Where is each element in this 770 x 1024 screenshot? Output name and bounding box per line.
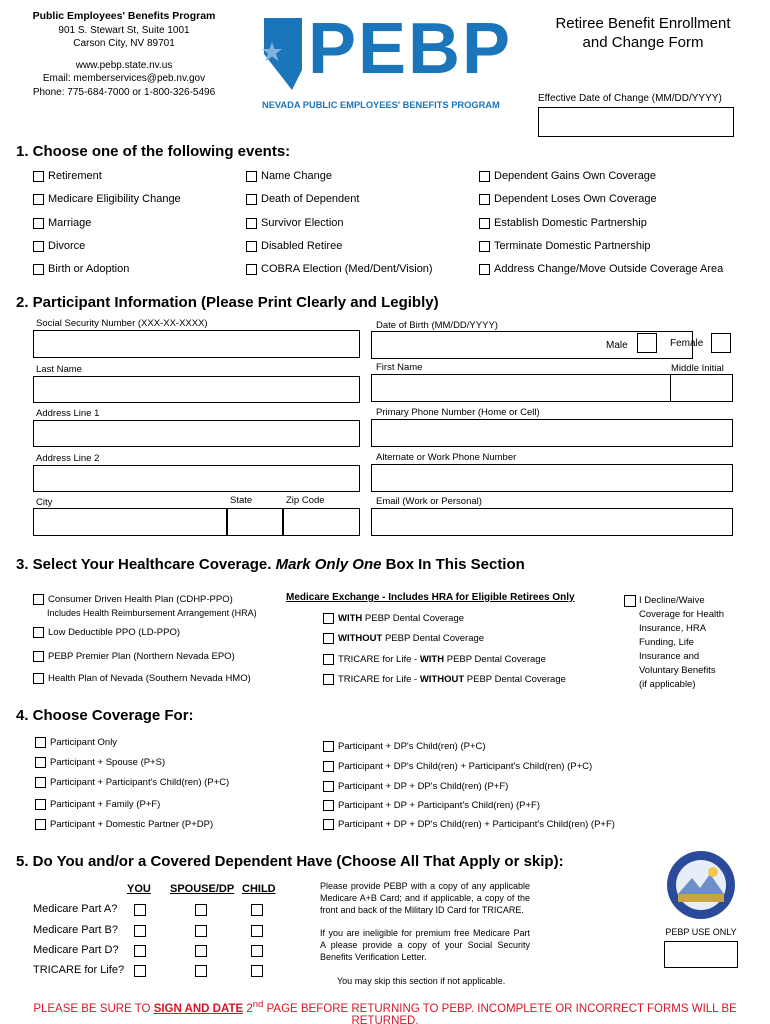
coverage-left-0-label: Participant Only (50, 737, 118, 748)
spouse-checkbox[interactable] (195, 945, 207, 957)
last-name-label: Last Name (36, 364, 82, 375)
decline-line: I Decline/Waive (639, 595, 705, 606)
coverage-left-1[interactable] (35, 757, 165, 768)
decline-line: Coverage for Health (639, 609, 725, 620)
male-checkbox[interactable] (637, 333, 657, 353)
ssn-label: Social Security Number (XXX-XX-XXXX) (36, 318, 208, 329)
coverage-right-2-label: Participant + DP + DP's Child(ren) (P+F) (338, 781, 509, 792)
decline-line: (if applicable) (639, 679, 696, 690)
event-option-col3-3[interactable] (479, 240, 651, 252)
event-option-col3-0-label: Dependent Gains Own Coverage (494, 170, 657, 182)
medicare-row-label: Medicare Part B? (33, 924, 118, 936)
tricare-with-emphasis: WITH (419, 654, 445, 665)
tricare-with-dental-checkbox[interactable] (323, 654, 334, 665)
primary-phone-label: Primary Phone Number (Home or Cell) (376, 407, 540, 418)
agency-email: Email: memberservices@peb.nv.gov (42, 73, 206, 84)
alt-phone-input[interactable] (371, 464, 733, 492)
address-2-input[interactable] (33, 465, 360, 492)
coverage-right-0-label: Participant + DP's Child(ren) (P+C) (338, 741, 486, 752)
event-option-col3-3-label: Terminate Domestic Partnership (494, 240, 651, 252)
nevada-state-seal-icon (666, 850, 736, 920)
event-option-col1-3-checkbox[interactable] (33, 241, 44, 252)
coverage-right-3[interactable] (323, 800, 540, 811)
tricare-with-post: PEBP Dental Coverage (444, 654, 546, 665)
coverage-right-1[interactable] (323, 761, 592, 772)
cdhp-label: Consumer Driven Health Plan (CDHP-PPO) (48, 594, 233, 605)
address-2-label: Address Line 2 (36, 453, 100, 464)
decline-label (639, 594, 724, 692)
event-option-col1-0[interactable] (33, 170, 102, 182)
tricare-with-pre: TRICARE for Life - (338, 654, 420, 665)
address-1-label: Address Line 1 (36, 408, 100, 419)
city-input[interactable] (33, 508, 227, 536)
you-checkbox[interactable] (134, 965, 146, 977)
tricare-without-pre: TRICARE for Life - (338, 674, 420, 685)
event-option-col2-2-checkbox[interactable] (246, 218, 257, 229)
cdhp-option[interactable] (33, 594, 233, 605)
state-input[interactable] (227, 508, 283, 536)
event-option-col3-4-checkbox[interactable] (479, 264, 490, 275)
event-option-col3-2[interactable] (479, 217, 647, 229)
spouse-checkbox[interactable] (195, 965, 207, 977)
decline-line: Funding, Life (639, 637, 694, 648)
you-checkbox[interactable] (134, 904, 146, 916)
coverage-left-0-checkbox[interactable] (35, 737, 46, 748)
female-label: Female (670, 338, 704, 349)
event-option-col1-0-label: Retirement (48, 170, 102, 182)
coverage-right-1-label: Participant + DP's Child(ren) + Participant's Child(ren) (P+C) (338, 761, 593, 772)
state-label: State (230, 495, 253, 506)
medicare-without-dental-checkbox[interactable] (323, 633, 334, 644)
pebp-use-only-label: PEBP USE ONLY (665, 927, 737, 937)
event-option-col3-4[interactable] (479, 263, 723, 275)
event-option-col2-2[interactable] (246, 217, 344, 229)
event-option-col3-2-label: Establish Domestic Partnership (494, 217, 647, 229)
section-5-title: 5. Do You and/or a Covered Dependent Have (Choose All That Apply or skip): (16, 853, 564, 870)
coverage-right-0-checkbox[interactable] (323, 741, 334, 752)
zip-label: Zip Code (286, 495, 325, 506)
event-option-col2-2-label: Survivor Election (261, 217, 344, 229)
cdhp-sub-label: Includes Health Reimbursement Arrangement (HRA) (47, 608, 257, 618)
ldppo-label: Low Deductible PPO (LD-PPO) (48, 627, 180, 638)
email-label: Email (Work or Personal) (376, 496, 482, 507)
alt-phone-label: Alternate or Work Phone Number (376, 452, 517, 463)
female-checkbox[interactable] (711, 333, 731, 353)
section-3-title-post: Box In This Section (381, 556, 525, 573)
section-3-title-emphasis: Mark Only One (275, 556, 382, 573)
event-option-col2-1-label: Death of Dependent (261, 193, 360, 205)
child-checkbox[interactable] (251, 925, 263, 937)
hmo-option[interactable] (33, 673, 251, 684)
agency-website: www.pebp.state.nv.us (75, 59, 173, 71)
child-checkbox[interactable] (251, 945, 263, 957)
child-checkbox[interactable] (251, 965, 263, 977)
org-name: Public Employees' Benefits Program (32, 10, 216, 22)
tricare-without-dental-checkbox[interactable] (323, 674, 334, 685)
event-option-col2-4[interactable] (246, 263, 433, 275)
form-title-line-1: Retiree Benefit Enrollment (555, 15, 731, 32)
coverage-right-2-checkbox[interactable] (323, 781, 334, 792)
event-option-col1-4-checkbox[interactable] (33, 264, 44, 275)
section-3-title-pre: 3. Select Your Healthcare Coverage. (16, 556, 276, 573)
event-option-col2-4-checkbox[interactable] (246, 264, 257, 275)
event-option-col2-0[interactable] (246, 170, 332, 182)
medicare-row-label: TRICARE for Life? (33, 964, 125, 976)
event-option-col2-3-checkbox[interactable] (246, 241, 257, 252)
event-option-col2-4-label: COBRA Election (Med/Dent/Vision) (261, 263, 433, 275)
email-input[interactable] (371, 508, 733, 536)
event-option-col1-4-label: Birth or Adoption (48, 263, 130, 275)
event-option-col1-1-label: Medicare Eligibility Change (48, 193, 181, 205)
epo-checkbox[interactable] (33, 651, 44, 662)
event-option-col1-2[interactable] (33, 217, 91, 229)
event-option-col1-2-checkbox[interactable] (33, 218, 44, 229)
tricare-without-emphasis: WITHOUT (419, 674, 465, 685)
coverage-left-0[interactable] (35, 737, 117, 748)
section-4-title: 4. Choose Coverage For: (16, 707, 194, 724)
address-1-input[interactable] (33, 420, 360, 447)
child-checkbox[interactable] (251, 904, 263, 916)
tricare-with-dental-option[interactable] (323, 654, 546, 665)
medicare-without-dental-label: PEBP Dental Coverage (382, 633, 485, 644)
male-label: Male (606, 340, 628, 351)
medicare-exchange-heading: Medicare Exchange - Includes HRA for Eligible Retirees Only (286, 592, 575, 603)
medicare-with-dental-label: PEBP Dental Coverage (362, 613, 465, 624)
pebp-use-only-box (664, 941, 738, 968)
coverage-right-3-checkbox[interactable] (323, 800, 334, 811)
col-child: CHILD (242, 883, 276, 895)
zip-input[interactable] (283, 508, 360, 536)
event-option-col2-0-label: Name Change (261, 170, 332, 182)
medicare-with-dental-checkbox[interactable] (323, 613, 334, 624)
with-emphasis: WITH (338, 613, 363, 624)
form-title (520, 14, 766, 52)
first-name-label: First Name (376, 362, 423, 373)
event-option-col1-1-checkbox[interactable] (33, 194, 44, 205)
event-option-col3-2-checkbox[interactable] (479, 218, 490, 229)
dob-label: Date of Birth (MM/DD/YYYY) (376, 320, 498, 331)
event-option-col2-0-checkbox[interactable] (246, 171, 257, 182)
coverage-right-0[interactable] (323, 741, 486, 752)
tricare-without-post: PEBP Dental Coverage (464, 674, 566, 685)
event-option-col3-1-label: Dependent Loses Own Coverage (494, 193, 657, 205)
footer-pre: PLEASE BE SURE TO (33, 1002, 154, 1015)
coverage-left-4[interactable] (35, 819, 213, 830)
pebp-logo (256, 9, 513, 114)
hmo-label: Health Plan of Nevada (Southern Nevada HMO) (48, 673, 251, 684)
spouse-checkbox[interactable] (195, 925, 207, 937)
coverage-right-1-checkbox[interactable] (323, 761, 334, 772)
section-1-title: 1. Choose one of the following events: (16, 143, 291, 160)
coverage-left-1-checkbox[interactable] (35, 757, 46, 768)
event-option-col2-1[interactable] (246, 193, 359, 205)
event-option-col1-1[interactable] (33, 193, 181, 205)
cdhp-checkbox[interactable] (33, 594, 44, 605)
coverage-right-4[interactable] (323, 819, 615, 830)
first-name-input[interactable] (371, 374, 671, 402)
coverage-right-4-label: Participant + DP + DP's Child(ren) + Participant's Child(ren) (P+F) (338, 819, 615, 830)
form-title-line-2: and Change Form (582, 34, 704, 51)
col-spouse: SPOUSE/DP (170, 883, 235, 895)
event-option-col3-1[interactable] (479, 193, 657, 205)
col-you: YOU (127, 883, 151, 895)
coverage-left-4-label: Participant + Domestic Partner (P+DP) (50, 819, 214, 830)
event-option-col3-0[interactable] (479, 170, 656, 182)
coverage-left-2-label: Participant + Participant's Child(ren) (P+C) (50, 777, 230, 788)
coverage-left-3-checkbox[interactable] (35, 799, 46, 810)
event-option-col1-4[interactable] (33, 263, 129, 275)
hmo-checkbox[interactable] (33, 673, 44, 684)
ssn-input[interactable] (33, 330, 360, 358)
epo-label: PEBP Premier Plan (Northern Nevada EPO) (48, 651, 235, 662)
coverage-left-3[interactable] (35, 799, 160, 810)
section-2-title: 2. Participant Information (Please Print Clearly and Legibly) (16, 294, 439, 311)
coverage-left-3-label: Participant + Family (P+F) (50, 799, 161, 810)
middle-initial-input[interactable] (670, 374, 733, 402)
logo-wordmark: PEBP (308, 9, 513, 89)
ldppo-option[interactable] (33, 627, 180, 638)
agency-address-2: Carson City, NV 89701 (73, 38, 175, 49)
decline-line: Insurance and (639, 651, 700, 662)
footer-warning (0, 999, 770, 1024)
coverage-right-4-checkbox[interactable] (323, 819, 334, 830)
event-option-col1-2-label: Marriage (48, 217, 92, 229)
coverage-right-2[interactable] (323, 781, 508, 792)
decline-line: Voluntary Benefits (639, 665, 716, 676)
footer-ordinal: nd (252, 999, 264, 1010)
tricare-without-dental-option[interactable] (323, 674, 566, 685)
event-option-col1-0-checkbox[interactable] (33, 171, 44, 182)
event-option-col3-1-checkbox[interactable] (479, 194, 490, 205)
medicare-row-label: Medicare Part D? (33, 944, 119, 956)
primary-phone-input[interactable] (371, 419, 733, 447)
you-checkbox[interactable] (134, 945, 146, 957)
medicare-card-note: Please provide PEBP with a copy of any applicable Medicare A+B Card; and if applicable, a copy of the front and back of the Military ID Card for TRICARE. (320, 881, 530, 915)
event-option-col3-3-checkbox[interactable] (479, 241, 490, 252)
event-option-col3-4-label: Address Change/Move Outside Coverage Area (494, 263, 724, 275)
event-option-col3-0-checkbox[interactable] (479, 171, 490, 182)
coverage-left-1-label: Participant + Spouse (P+S) (50, 757, 166, 768)
last-name-input[interactable] (33, 376, 360, 403)
medicare-row-label: Medicare Part A? (33, 903, 118, 915)
event-option-col2-1-checkbox[interactable] (246, 194, 257, 205)
coverage-right-3-label: Participant + DP + Participant's Child(ren) (P+F) (338, 800, 541, 811)
event-option-col2-3-label: Disabled Retiree (261, 240, 343, 252)
footer-sign-date: SIGN AND DATE (153, 1002, 244, 1015)
footer-number: 2 (243, 1002, 253, 1015)
event-option-col2-3[interactable] (246, 240, 342, 252)
skip-note: You may skip this section if not applicable. (337, 976, 506, 986)
medicare-without-dental-option[interactable] (323, 633, 484, 644)
middle-initial-label: Middle Initial (671, 363, 724, 374)
you-checkbox[interactable] (134, 925, 146, 937)
medicare-with-dental-option[interactable] (323, 613, 464, 624)
footer-post: PAGE BEFORE RETURNING TO PEBP. INCOMPLETE OR INCORRECT FORMS WILL BE RETURNED. (263, 1002, 737, 1024)
spouse-checkbox[interactable] (195, 904, 207, 916)
coverage-left-2[interactable] (35, 777, 229, 788)
event-option-col1-3[interactable] (33, 240, 85, 252)
effective-date-label: Effective Date of Change (MM/DD/YYYY) (538, 93, 722, 104)
decline-checkbox[interactable] (624, 595, 636, 607)
event-option-col1-3-label: Divorce (48, 240, 86, 252)
city-label: City (36, 497, 53, 508)
agency-info (0, 10, 248, 99)
effective-date-input[interactable] (538, 107, 734, 137)
logo-subtitle: NEVADA PUBLIC EMPLOYEES' BENEFITS PROGRAM (262, 100, 500, 110)
without-emphasis: WITHOUT (338, 633, 383, 644)
decline-line: Insurance, HRA (639, 623, 707, 634)
section-3-title (16, 556, 525, 573)
ldppo-checkbox[interactable] (33, 627, 44, 638)
coverage-left-4-checkbox[interactable] (35, 819, 46, 830)
agency-address-1: 901 S. Stewart St, Suite 1001 (58, 24, 190, 36)
agency-phone: Phone: 775-684-7000 or 1-800-326-5496 (32, 86, 216, 98)
ssa-letter-note: If you are ineligible for premium free Medicare Part A please provide a copy of your Social Security Benefits Verification Letter. (320, 928, 530, 962)
epo-option[interactable] (33, 651, 235, 662)
coverage-left-2-checkbox[interactable] (35, 777, 46, 788)
